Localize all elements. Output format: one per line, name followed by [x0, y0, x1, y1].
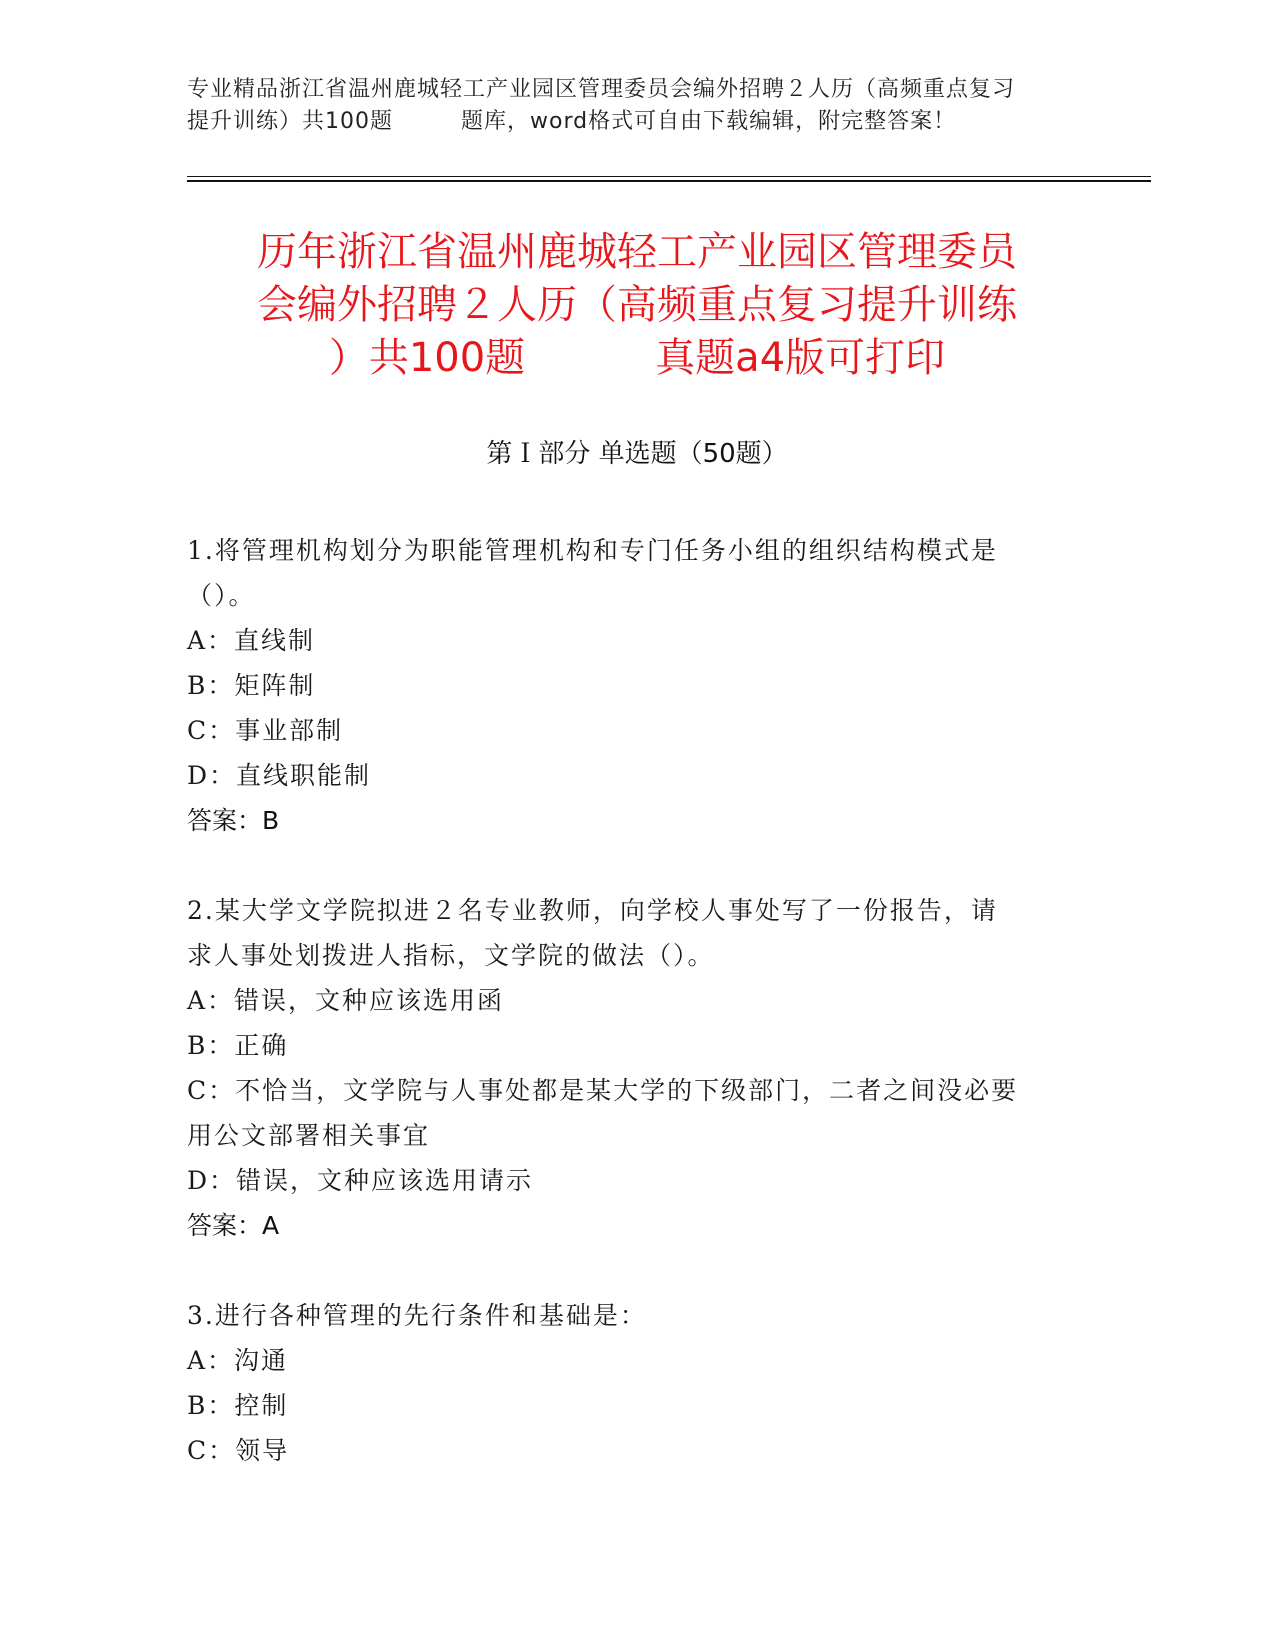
option-a: A：直线制	[187, 626, 316, 655]
question-stem-line: 1.将管理机构划分为职能管理机构和专门任务小组的组织结构模式是	[187, 536, 998, 565]
option-b: B：控制	[187, 1391, 289, 1420]
header-note-line-1: 专业精品浙江省温州鹿城轻工产业园区管理委员会编外招聘２人历（高频重点复习	[187, 77, 1016, 102]
header-note-line-2a: 提升训练）共100题	[187, 109, 393, 134]
question-spacer	[187, 843, 1087, 888]
question-stem	[187, 888, 1087, 978]
header-note	[187, 74, 1087, 138]
title-line-3	[187, 332, 1087, 385]
section-title: 第Ｉ部分 单选题（50题）	[486, 439, 788, 469]
question-stem-line: 求人事处划拨进人指标，文学院的做法（）。	[187, 941, 715, 970]
option-b: B：矩阵制	[187, 671, 316, 700]
answer: 答案：A	[187, 1211, 280, 1240]
question-stem	[187, 528, 1087, 618]
document-title	[187, 226, 1087, 385]
header-note-line-2b: 题库，word格式可自由下载编辑，附完整答案！	[461, 109, 957, 134]
question-stem-line: 2.某大学文学院拟进２名专业教师，向学校人事处写了一份报告，请	[187, 896, 998, 925]
title-line-1: 历年浙江省温州鹿城轻工产业园区管理委员	[257, 229, 1017, 275]
header-divider	[187, 176, 1151, 182]
option-b: B：正确	[187, 1031, 289, 1060]
option-d: D：直线职能制	[187, 761, 372, 790]
question-spacer	[187, 1248, 1087, 1293]
option-a: A：错误，文种应该选用函	[187, 986, 505, 1015]
question-stem-line: 3.进行各种管理的先行条件和基础是：	[187, 1301, 647, 1330]
option-a: A：沟通	[187, 1346, 289, 1375]
option-d: D：错误，文种应该选用请示	[187, 1166, 534, 1195]
question-2	[187, 888, 1087, 1248]
title-line-3b: 真题a4版可打印	[655, 335, 946, 381]
title-line-3a: ）共100题	[328, 335, 526, 381]
title-line-2: 会编外招聘２人历（高频重点复习提升训练	[257, 282, 1017, 328]
question-1	[187, 528, 1087, 843]
option-c-continued: 用公文部署相关事宜	[187, 1121, 431, 1150]
question-stem-line: （）。	[187, 581, 256, 610]
header-note-line-2	[187, 106, 1087, 138]
option-c: C：领导	[187, 1436, 290, 1465]
answer: 答案：B	[187, 806, 280, 835]
question-list	[187, 528, 1087, 1473]
option-c: C：事业部制	[187, 716, 344, 745]
question-stem	[187, 1293, 1087, 1338]
option-c: C：不恰当，文学院与人事处都是某大学的下级部门，二者之间没必要	[187, 1076, 1019, 1105]
question-3	[187, 1293, 1087, 1473]
